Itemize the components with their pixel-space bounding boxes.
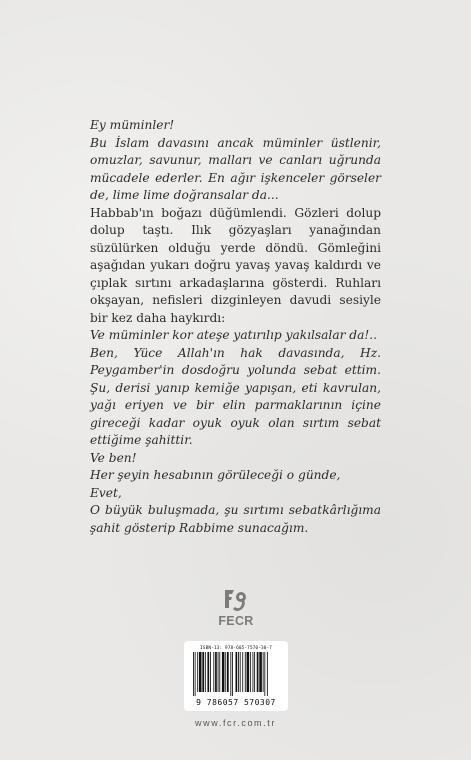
- barcode-bar: [222, 652, 225, 692]
- barcode-bar: [213, 652, 214, 692]
- barcode-bar: [257, 652, 259, 692]
- fecr-logo-icon: [221, 584, 251, 614]
- publisher-website: www.fcr.com.tr: [195, 718, 276, 728]
- barcode: [184, 641, 288, 711]
- quote-line: Ve ben!: [90, 450, 137, 465]
- publisher-logo: [213, 584, 259, 630]
- barcode-bar: [205, 652, 206, 692]
- quote-paragraph: Bu İslam davasını ancak müminler üstlenir, omuzlar, savunur, malları ve canları uğrunda mücadele ederler. En ağır işkenceler görseler de, lime lime doğransalar da...: [90, 135, 381, 202]
- barcode-bar: [193, 652, 194, 696]
- barcode-bar: [247, 652, 250, 692]
- barcode-bar: [263, 652, 264, 692]
- barcode-bar: [225, 652, 226, 692]
- quote-line: Ve müminler kor ateşe yatırılıp yakılsalar da!..: [90, 328, 378, 342]
- barcode-bar: [219, 652, 220, 692]
- barcode-bar: [202, 652, 204, 692]
- barcode-bar: [215, 652, 217, 692]
- barcode-bar: [240, 652, 241, 692]
- barcode-bar: [207, 652, 209, 692]
- barcode-bar: [254, 652, 255, 692]
- barcode-bars: [193, 652, 281, 696]
- barcode-bar: [197, 652, 198, 692]
- barcode-bar: [242, 652, 243, 692]
- quote-paragraph: Ben, Yüce Allah'ın hak davasında, Hz. Peygamber'in dosdoğru yolunda sebat ettim. Şu, derisi yanıp kemiğe yapışan, eti kavrulan, yağı eriyen ve bir elin parmaklarının içine gireceği kadar oyuk oyuk olan sırtım sebat ettiğime şahittir.: [90, 345, 381, 447]
- quote-line: Ey müminler!: [90, 118, 175, 132]
- quote-paragraph: O büyük buluşmada, şu sırtımı sebatkârlığıma şahit gösterip Rabbime sunacağım.: [90, 503, 381, 535]
- barcode-bar: [267, 652, 268, 696]
- barcode-bar: [218, 652, 219, 692]
- publisher-name: FECR: [218, 614, 254, 628]
- barcode-bar: [227, 652, 229, 692]
- barcode-bar: [232, 652, 233, 696]
- barcode-digits: 9 786057 570307: [196, 698, 276, 707]
- quote-line: Evet,: [90, 485, 122, 500]
- barcode-bar: [199, 652, 202, 692]
- quote-line: Her şeyin hesabının görüleceği o günde,: [90, 468, 341, 482]
- barcode-bar: [238, 652, 239, 692]
- barcode-bar: [195, 652, 196, 696]
- barcode-bar: [253, 652, 254, 692]
- barcode-bar: [210, 652, 211, 692]
- back-cover-text: [90, 117, 381, 537]
- barcode-bar: [264, 652, 265, 696]
- isbn-label: ISBN-13: 978-605-7570-30-7: [200, 646, 272, 651]
- barcode-bar: [250, 652, 251, 692]
- narrative-paragraph: Habbab'ın boğazı düğümlendi. Gözleri dolup dolup taştı. Ilık gözyaşları yanağından süzülürken olduğu yerde döndü. Gömleğini aşağıdan yukarı doğru yavaş yavaş kaldırdı ve çıplak sırtını arkadaşlarına gösterdi. Ruhları okşayan, nefisleri dizginleyen davudi sesiyle bir kez daha haykırdı:: [90, 205, 381, 325]
- barcode-bar: [230, 652, 231, 696]
- barcode-bar: [236, 652, 238, 692]
- barcode-bar: [245, 652, 246, 692]
- barcode-bar: [259, 652, 262, 692]
